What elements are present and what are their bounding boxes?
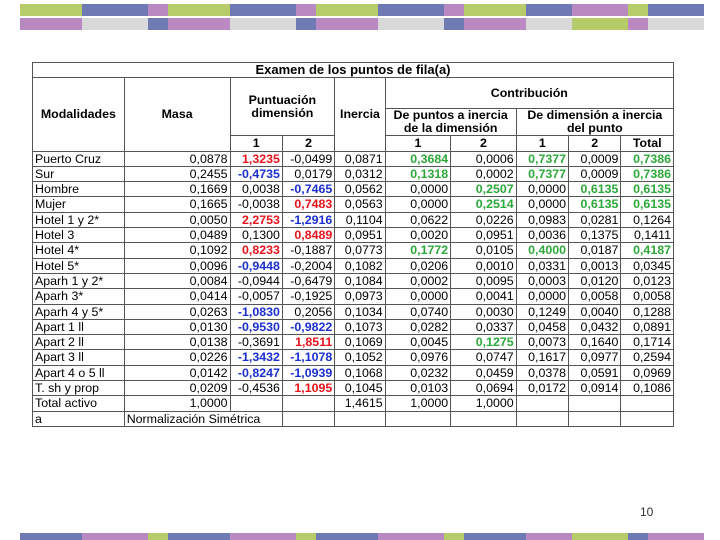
- band-segment: [20, 533, 82, 540]
- cell-c1: 0,3684: [385, 151, 451, 166]
- cell-inercia: 0,0973: [335, 289, 385, 304]
- cell-masa: 0,1669: [124, 182, 230, 197]
- cell-d1: 0,7377: [516, 151, 568, 166]
- total-contrib-dim1: 1,0000: [385, 396, 451, 411]
- cell-p1: 0,8233: [230, 243, 282, 258]
- row-label: Mujer: [33, 197, 125, 212]
- band-segment: [148, 4, 168, 16]
- cell-d1: 0,1617: [516, 350, 568, 365]
- cell-inercia: 0,1045: [335, 381, 385, 396]
- cell-c1: 0,0000: [385, 182, 451, 197]
- band-segment: [82, 18, 148, 30]
- band-segment: [82, 533, 148, 540]
- cell-d2: 0,0187: [569, 243, 621, 258]
- cell-inercia: 0,0773: [335, 243, 385, 258]
- header-contribucion: Contribución: [385, 78, 673, 109]
- cell-p2: 0,2056: [282, 304, 334, 319]
- cell-d2: 0,0977: [569, 350, 621, 365]
- cell-inercia: 0,0871: [335, 151, 385, 166]
- cell-p2: -0,9822: [282, 319, 334, 334]
- cell-c2: 0,0041: [451, 289, 517, 304]
- cell-p2: -0,2004: [282, 258, 334, 273]
- total-masa: 1,0000: [124, 396, 230, 411]
- cell-d1: 0,0172: [516, 381, 568, 396]
- table-row: [33, 243, 674, 258]
- header-contrib-puntos-dim1: 1: [385, 136, 451, 151]
- cell-inercia: 0,1073: [335, 319, 385, 334]
- cell-inercia: 0,0312: [335, 166, 385, 181]
- page-number: 10: [640, 505, 654, 519]
- table-row: [33, 197, 674, 212]
- row-label: Apart 2 ll: [33, 335, 125, 350]
- cell-p1: 1,3235: [230, 151, 282, 166]
- cell-p1: 0,1300: [230, 228, 282, 243]
- cell-p2: 1,8511: [282, 335, 334, 350]
- cell-c2: 0,0951: [451, 228, 517, 243]
- row-label: Hombre: [33, 182, 125, 197]
- cell-c2: 0,2507: [451, 182, 517, 197]
- cell-masa: 0,2455: [124, 166, 230, 181]
- cell-d1: 0,0000: [516, 197, 568, 212]
- cell-p2: -1,1078: [282, 350, 334, 365]
- cell-d2: 0,0914: [569, 381, 621, 396]
- total-label: Total activo: [33, 396, 125, 411]
- band-segment: [230, 4, 296, 16]
- cell-tot: 0,6135: [621, 197, 674, 212]
- cell-tot: 0,1714: [621, 335, 674, 350]
- header-de-puntos: De puntos a inercia de la dimensión: [385, 109, 516, 136]
- cell-p2: -1,0939: [282, 365, 334, 380]
- cell-c2: 0,2514: [451, 197, 517, 212]
- cell-d1: 0,0983: [516, 212, 568, 227]
- band-segment: [230, 18, 296, 30]
- cell-p2: 0,8489: [282, 228, 334, 243]
- cell-p1: -0,8247: [230, 365, 282, 380]
- cell-d1: 0,0036: [516, 228, 568, 243]
- band-segment: [572, 18, 628, 30]
- cell-d2: 0,0432: [569, 319, 621, 334]
- band-segment: [648, 4, 704, 16]
- header-inercia: Inercia: [335, 78, 385, 151]
- header-contrib-dimension-dim2: 2: [569, 136, 621, 151]
- table-row: [33, 381, 674, 396]
- band-segment: [296, 4, 316, 16]
- table-row: [33, 273, 674, 288]
- row-label: Aparh 3*: [33, 289, 125, 304]
- cell-c1: 0,0002: [385, 273, 451, 288]
- cell-d1: 0,0458: [516, 319, 568, 334]
- row-label: Hotel 3: [33, 228, 125, 243]
- cell-inercia: 0,1034: [335, 304, 385, 319]
- cell-d1: 0,0378: [516, 365, 568, 380]
- band-segment: [168, 4, 230, 16]
- cell-p1: 2,2753: [230, 212, 282, 227]
- header-puntuacion: Puntuación dimensión: [230, 78, 335, 136]
- header-contrib-total: Total: [621, 136, 674, 151]
- table-title: Examen de los puntos de fila(a): [33, 63, 674, 78]
- cell-tot: 0,7386: [621, 166, 674, 181]
- band-segment: [444, 18, 464, 30]
- total-empty-p2: [282, 396, 334, 411]
- total-contrib-dim2: 1,0000: [451, 396, 517, 411]
- cell-p1: 0,0038: [230, 182, 282, 197]
- table-row: [33, 182, 674, 197]
- footnote-empty-4: [451, 411, 517, 426]
- cell-tot: 0,1086: [621, 381, 674, 396]
- cell-tot: 0,0969: [621, 365, 674, 380]
- band-segment: [444, 4, 464, 16]
- cell-p2: -0,7465: [282, 182, 334, 197]
- header-puntuacion-dim2: 2: [282, 136, 334, 151]
- table-row: [33, 335, 674, 350]
- cell-masa: 0,0142: [124, 365, 230, 380]
- cell-d2: 0,6135: [569, 197, 621, 212]
- band-segment: [378, 4, 444, 16]
- band-segment: [20, 4, 82, 16]
- cell-d1: 0,0000: [516, 289, 568, 304]
- cell-p1: -1,0830: [230, 304, 282, 319]
- row-points-table-container: [32, 62, 674, 462]
- footnote-empty-5: [516, 411, 568, 426]
- cell-p2: -0,1925: [282, 289, 334, 304]
- cell-c1: 0,0976: [385, 350, 451, 365]
- cell-tot: 0,2594: [621, 350, 674, 365]
- cell-p1: -0,4536: [230, 381, 282, 396]
- cell-d2: 0,0040: [569, 304, 621, 319]
- footnote-empty-3: [385, 411, 451, 426]
- cell-c2: 0,0747: [451, 350, 517, 365]
- cell-tot: 0,0891: [621, 319, 674, 334]
- row-label: Aparh 4 y 5*: [33, 304, 125, 319]
- row-label: T. sh y prop: [33, 381, 125, 396]
- cell-d1: 0,1249: [516, 304, 568, 319]
- cell-d2: 0,0009: [569, 151, 621, 166]
- cell-masa: 0,0226: [124, 350, 230, 365]
- band-segment: [168, 533, 230, 540]
- cell-p1: -0,3691: [230, 335, 282, 350]
- cell-masa: 0,1665: [124, 197, 230, 212]
- cell-inercia: 0,1084: [335, 273, 385, 288]
- row-label: Hotel 4*: [33, 243, 125, 258]
- band-segment: [572, 4, 628, 16]
- cell-c1: 0,0282: [385, 319, 451, 334]
- cell-inercia: 0,0563: [335, 197, 385, 212]
- band-segment: [572, 533, 628, 540]
- cell-c1: 0,0103: [385, 381, 451, 396]
- footnote-text: Normalización Simétrica: [124, 411, 282, 426]
- cell-d2: 0,0591: [569, 365, 621, 380]
- cell-c2: 0,0006: [451, 151, 517, 166]
- header-masa: Masa: [124, 78, 230, 151]
- table-row: [33, 350, 674, 365]
- cell-d2: 0,0058: [569, 289, 621, 304]
- cell-d2: 0,0013: [569, 258, 621, 273]
- cell-tot: 0,1264: [621, 212, 674, 227]
- cell-p2: 0,0179: [282, 166, 334, 181]
- band-segment: [464, 533, 526, 540]
- cell-d2: 0,1375: [569, 228, 621, 243]
- footnote-label: a: [33, 411, 125, 426]
- cell-p2: -0,6479: [282, 273, 334, 288]
- cell-inercia: 0,1069: [335, 335, 385, 350]
- cell-c2: 0,1275: [451, 335, 517, 350]
- cell-c2: 0,0095: [451, 273, 517, 288]
- band-segment: [148, 18, 168, 30]
- row-label: Apart 1 ll: [33, 319, 125, 334]
- total-empty-p1: [230, 396, 282, 411]
- row-label: Apart 4 o 5 ll: [33, 365, 125, 380]
- top-decorative-band: [0, 0, 720, 30]
- cell-c1: 0,0000: [385, 289, 451, 304]
- cell-d2: 0,1640: [569, 335, 621, 350]
- band-segment: [648, 18, 704, 30]
- cell-tot: 0,6135: [621, 182, 674, 197]
- cell-d1: 0,7377: [516, 166, 568, 181]
- band-segment: [230, 533, 296, 540]
- cell-tot: 0,1411: [621, 228, 674, 243]
- cell-masa: 0,0050: [124, 212, 230, 227]
- band-segment: [526, 4, 572, 16]
- cell-d1: 0,0000: [516, 182, 568, 197]
- cell-p2: -0,1887: [282, 243, 334, 258]
- cell-d2: 0,0120: [569, 273, 621, 288]
- band-segment: [526, 18, 572, 30]
- cell-c1: 0,1318: [385, 166, 451, 181]
- cell-c1: 0,0206: [385, 258, 451, 273]
- band-segment: [316, 18, 378, 30]
- row-label: Sur: [33, 166, 125, 181]
- total-inercia: 1,4615: [335, 396, 385, 411]
- cell-c1: 0,0000: [385, 197, 451, 212]
- cell-p1: -0,9530: [230, 319, 282, 334]
- table-row: [33, 151, 674, 166]
- cell-d2: 0,6135: [569, 182, 621, 197]
- row-label: Hotel 5*: [33, 258, 125, 273]
- cell-masa: 0,0878: [124, 151, 230, 166]
- cell-d1: 0,0073: [516, 335, 568, 350]
- band-segment: [628, 533, 648, 540]
- cell-inercia: 0,0562: [335, 182, 385, 197]
- cell-d1: 0,0003: [516, 273, 568, 288]
- cell-masa: 0,0096: [124, 258, 230, 273]
- row-points-table: [32, 62, 674, 427]
- band-segment: [628, 4, 648, 16]
- cell-c1: 0,0622: [385, 212, 451, 227]
- band-segment: [296, 18, 316, 30]
- cell-tot: 0,7386: [621, 151, 674, 166]
- row-label: Apart 3 ll: [33, 350, 125, 365]
- row-label: Puerto Cruz: [33, 151, 125, 166]
- cell-p1: -1,3432: [230, 350, 282, 365]
- band-segment: [378, 18, 444, 30]
- cell-d2: 0,0009: [569, 166, 621, 181]
- cell-c1: 0,0045: [385, 335, 451, 350]
- cell-c2: 0,0459: [451, 365, 517, 380]
- cell-p1: -0,0944: [230, 273, 282, 288]
- footnote-empty-7: [621, 411, 674, 426]
- total-row: [33, 396, 674, 411]
- band-segment: [296, 533, 316, 540]
- total-empty-d2: [569, 396, 621, 411]
- total-empty-d1: [516, 396, 568, 411]
- band-segment: [82, 4, 148, 16]
- cell-masa: 0,1092: [124, 243, 230, 258]
- bottom-decorative-band: [0, 529, 720, 540]
- header-de-dimension: De dimensión a inercia del punto: [516, 109, 673, 136]
- cell-masa: 0,0138: [124, 335, 230, 350]
- cell-d1: 0,4000: [516, 243, 568, 258]
- cell-c2: 0,0694: [451, 381, 517, 396]
- band-segment: [316, 533, 378, 540]
- cell-c1: 0,1772: [385, 243, 451, 258]
- band-segment: [628, 18, 648, 30]
- cell-inercia: 0,0951: [335, 228, 385, 243]
- cell-p1: -0,4735: [230, 166, 282, 181]
- cell-tot: 0,1288: [621, 304, 674, 319]
- cell-p2: -1,2916: [282, 212, 334, 227]
- cell-inercia: 0,1052: [335, 350, 385, 365]
- band-segment: [168, 18, 230, 30]
- band-segment: [648, 533, 704, 540]
- header-contrib-dimension-dim1: 1: [516, 136, 568, 151]
- footnote-row: [33, 411, 674, 426]
- cell-c2: 0,0226: [451, 212, 517, 227]
- cell-tot: 0,0123: [621, 273, 674, 288]
- cell-inercia: 0,1082: [335, 258, 385, 273]
- cell-p2: 0,7483: [282, 197, 334, 212]
- cell-masa: 0,0209: [124, 381, 230, 396]
- cell-masa: 0,0130: [124, 319, 230, 334]
- cell-c2: 0,0010: [451, 258, 517, 273]
- band-segment: [148, 533, 168, 540]
- band-segment: [378, 533, 444, 540]
- row-label: Aparh 1 y 2*: [33, 273, 125, 288]
- table-row: [33, 166, 674, 181]
- footnote-empty-1: [282, 411, 334, 426]
- table-row: [33, 258, 674, 273]
- total-empty-tot: [621, 396, 674, 411]
- cell-masa: 0,0084: [124, 273, 230, 288]
- cell-inercia: 0,1104: [335, 212, 385, 227]
- cell-tot: 0,4187: [621, 243, 674, 258]
- band-segment: [464, 18, 526, 30]
- band-segment: [444, 533, 464, 540]
- cell-c2: 0,0002: [451, 166, 517, 181]
- cell-p1: -0,0057: [230, 289, 282, 304]
- cell-c2: 0,0105: [451, 243, 517, 258]
- footnote-empty-2: [335, 411, 385, 426]
- table-row: [33, 289, 674, 304]
- cell-p2: -0,0499: [282, 151, 334, 166]
- table-row: [33, 304, 674, 319]
- table-row: [33, 319, 674, 334]
- cell-p2: 1,1095: [282, 381, 334, 396]
- table-row: [33, 365, 674, 380]
- band-segment: [20, 18, 82, 30]
- header-puntuacion-dim1: 1: [230, 136, 282, 151]
- cell-c2: 0,0337: [451, 319, 517, 334]
- cell-inercia: 0,1068: [335, 365, 385, 380]
- cell-c1: 0,0232: [385, 365, 451, 380]
- cell-p1: -0,0038: [230, 197, 282, 212]
- cell-masa: 0,0489: [124, 228, 230, 243]
- band-segment: [526, 533, 572, 540]
- cell-d1: 0,0331: [516, 258, 568, 273]
- cell-tot: 0,0058: [621, 289, 674, 304]
- cell-c1: 0,0020: [385, 228, 451, 243]
- cell-c2: 0,0030: [451, 304, 517, 319]
- table-row: [33, 228, 674, 243]
- header-modalidades: Modalidades: [33, 78, 125, 151]
- cell-tot: 0,0345: [621, 258, 674, 273]
- band-segment: [316, 4, 378, 16]
- cell-c1: 0,0740: [385, 304, 451, 319]
- footnote-empty-6: [569, 411, 621, 426]
- header-contrib-puntos-dim2: 2: [451, 136, 517, 151]
- table-row: [33, 212, 674, 227]
- cell-masa: 0,0263: [124, 304, 230, 319]
- cell-p1: -0,9448: [230, 258, 282, 273]
- row-label: Hotel 1 y 2*: [33, 212, 125, 227]
- cell-masa: 0,0414: [124, 289, 230, 304]
- band-segment: [464, 4, 526, 16]
- cell-d2: 0,0281: [569, 212, 621, 227]
